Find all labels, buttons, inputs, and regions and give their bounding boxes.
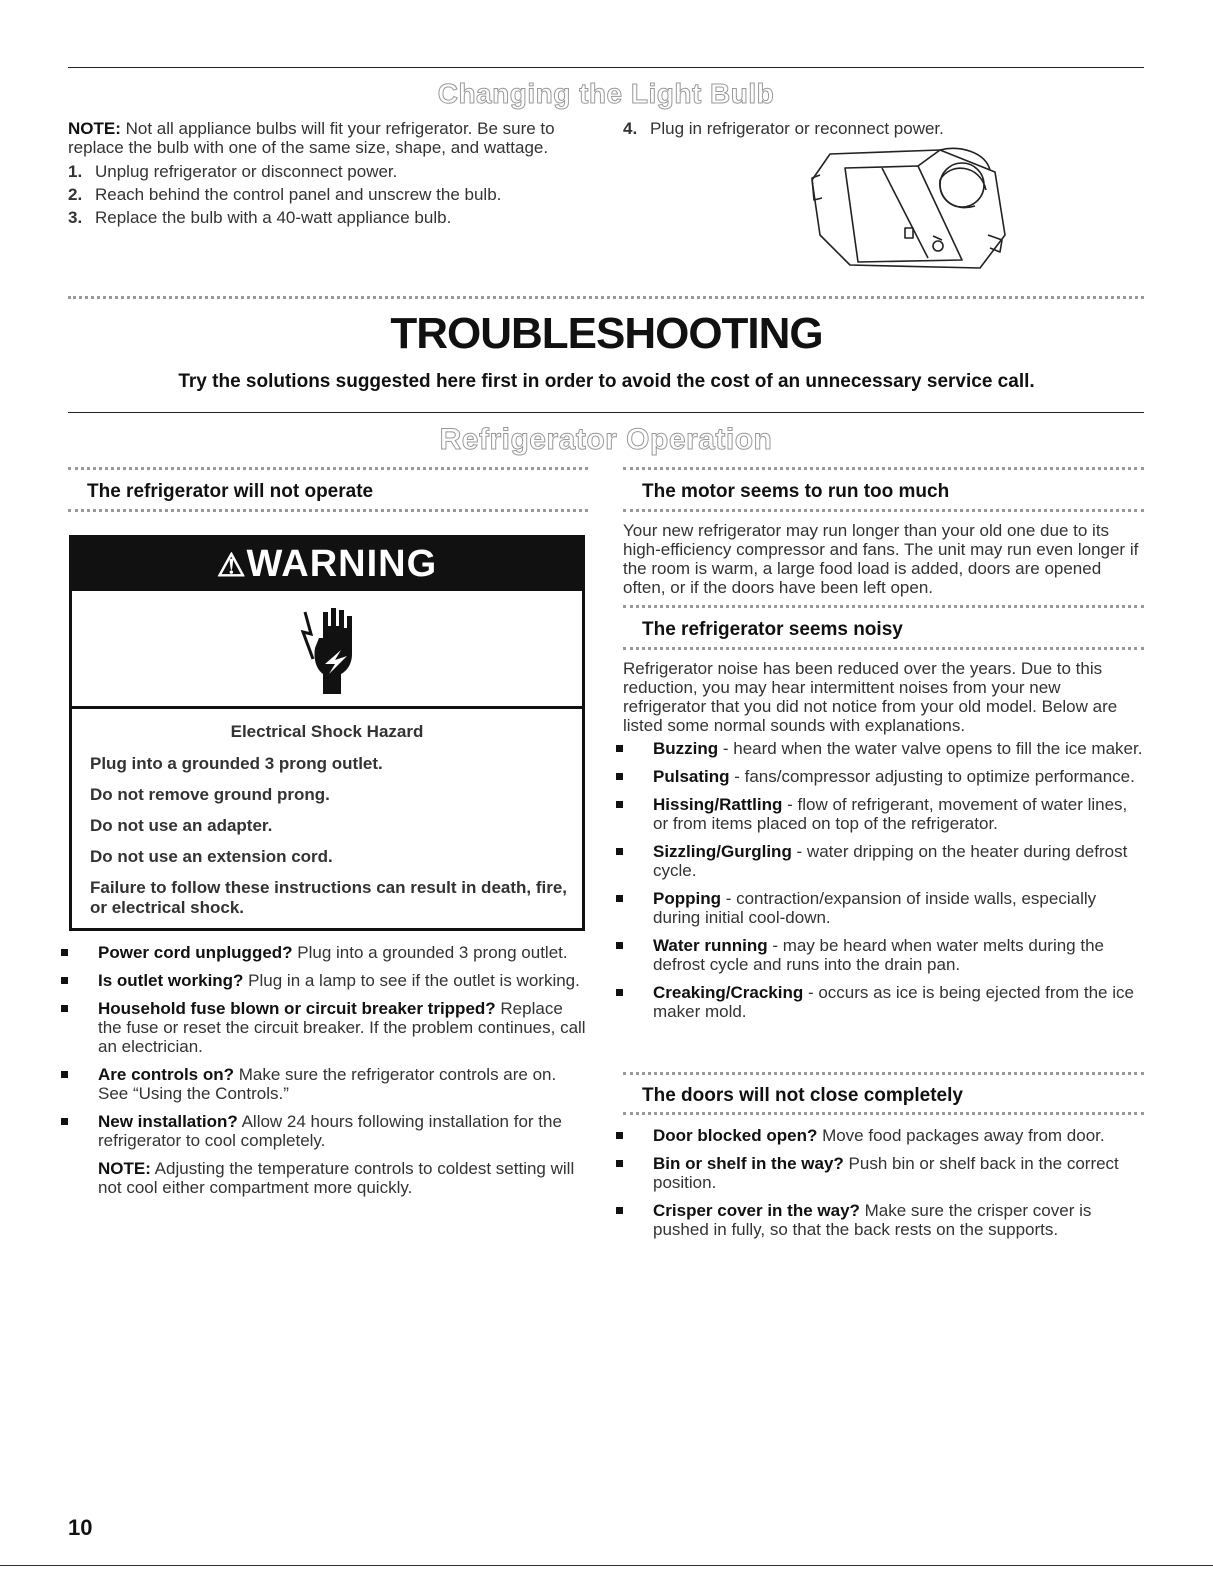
- list-item: Are controls on? Make sure the refrigerator controls are on. See “Using the Controls.”: [60, 1065, 590, 1103]
- bullet-icon: [616, 989, 623, 996]
- heading-divider: [623, 1072, 1144, 1075]
- list-item: Buzzing - heard when the water valve opens to fill the ice maker.: [615, 739, 1145, 758]
- bullet-icon: [616, 1207, 623, 1214]
- not-operate-list: [60, 943, 590, 1197]
- noisy-heading: The refrigerator seems noisy: [642, 619, 903, 640]
- warning-line: Do not remove ground prong.: [90, 785, 330, 804]
- heading-divider: [68, 509, 588, 512]
- bulb-step: 1. Unplug refrigerator or disconnect power.: [68, 162, 398, 181]
- bulb-steps-list: [68, 162, 588, 231]
- bullet-icon: [616, 1160, 623, 1167]
- list-item: Water running - may be heard when water melts during the defrost cycle and runs into the drain pan.: [615, 936, 1145, 974]
- bullet-icon: [616, 801, 623, 808]
- bulb-note-label: NOTE:: [68, 119, 121, 138]
- bulb-note-text: Not all appliance bulbs will fit your refrigerator. Be sure to replace the bulb with one of the same size, shape, and wattage.: [68, 119, 555, 157]
- not-operate-note: NOTE: Adjusting the temperature controls to coldest setting will not cool either compartment more quickly.: [98, 1159, 575, 1197]
- bullet-icon: [61, 977, 68, 984]
- bulb-step: 3. Replace the bulb with a 40-watt appliance bulb.: [68, 208, 452, 227]
- list-item: Bin or shelf in the way? Push bin or shelf back in the correct position.: [615, 1154, 1145, 1192]
- noisy-list: [615, 739, 1145, 1030]
- bullet-icon: [616, 895, 623, 902]
- bullet-icon: [616, 745, 623, 752]
- warning-triangle-icon: ⚠: [216, 547, 247, 583]
- warning-line: Failure to follow these instructions can result in death, fire, or electrical shock.: [90, 878, 568, 917]
- heading-divider: [623, 1112, 1144, 1115]
- list-item: Is outlet working? Plug in a lamp to see if the outlet is working.: [60, 971, 590, 990]
- troubleshooting-title: TROUBLESHOOTING: [390, 309, 823, 358]
- electric-shock-hand-icon: [297, 604, 367, 699]
- warning-header: [72, 538, 582, 591]
- motor-heading: The motor seems to run too much: [642, 481, 950, 502]
- warning-line: Plug into a grounded 3 prong outlet.: [90, 754, 383, 773]
- list-item: Sizzling/Gurgling - water dripping on the heater during defrost cycle.: [615, 842, 1145, 880]
- warning-line: Do not use an adapter.: [90, 816, 273, 835]
- page-number: 10: [68, 1515, 93, 1540]
- bullet-icon: [61, 949, 68, 956]
- warning-hazard: Electrical Shock Hazard: [230, 722, 424, 741]
- warning-label: WARNING: [246, 543, 438, 585]
- warning-instructions: [90, 754, 570, 929]
- bullet-icon: [61, 1005, 68, 1012]
- list-item: Door blocked open? Move food packages away from door.: [615, 1126, 1145, 1145]
- list-item: New installation? Allow 24 hours following installation for the refrigerator to cool completely.: [60, 1112, 590, 1150]
- bullet-icon: [616, 942, 623, 949]
- doors-list: [615, 1126, 1145, 1248]
- motor-text: Your new refrigerator may run longer than your old one due to its high-efficiency compressor and fans. The unit may run even longer if the room is warm, a large food load is added, doors are opened often, or if the doors have been left open.: [623, 521, 1139, 597]
- light-housing-illustration: [790, 140, 1015, 275]
- noisy-text: Refrigerator noise has been reduced over the years. Due to this reduction, you may hear intermittent noises from your new refrigerator that you did not notice from your old model. Below are listed some normal sounds with explanations.: [623, 659, 1118, 735]
- bulb-step: 4. Plug in refrigerator or reconnect power.: [623, 119, 944, 138]
- list-item: Popping - contraction/expansion of inside walls, especially during initial cool-down.: [615, 889, 1145, 927]
- warning-divider: [72, 706, 582, 709]
- operation-section-title: Refrigerator Operation: [439, 423, 773, 456]
- bulb-note: [68, 119, 588, 157]
- list-item: Hissing/Rattling - flow of refrigerant, movement of water lines, or from items placed on top of the refrigerator.: [615, 795, 1145, 833]
- troubleshooting-subtitle: Try the solutions suggested here first in order to avoid the cost of an unnecessary service call.: [178, 371, 1035, 392]
- bottom-rule: [0, 1565, 1213, 1566]
- operation-rule: [68, 412, 1144, 413]
- bullet-icon: [61, 1118, 68, 1125]
- heading-divider: [623, 647, 1144, 650]
- heading-divider: [623, 605, 1144, 608]
- bulb-section-title: Changing the Light Bulb: [437, 78, 775, 109]
- not-operate-heading: The refrigerator will not operate: [87, 481, 374, 502]
- list-item: Pulsating - fans/compressor adjusting to optimize performance.: [615, 767, 1145, 786]
- warning-line: Do not use an extension cord.: [90, 847, 333, 866]
- bullet-icon: [616, 773, 623, 780]
- top-rule: [68, 67, 1144, 68]
- bullet-icon: [616, 848, 623, 855]
- warning-box: [69, 535, 585, 931]
- heading-divider: [623, 509, 1144, 512]
- bullet-icon: [616, 1132, 623, 1139]
- heading-divider: [623, 467, 1144, 470]
- list-item: Creaking/Cracking - occurs as ice is being ejected from the ice maker mold.: [615, 983, 1145, 1021]
- section-divider: [68, 296, 1144, 299]
- bulb-step: 2. Reach behind the control panel and unscrew the bulb.: [68, 185, 502, 204]
- list-item: Household fuse blown or circuit breaker tripped? Replace the fuse or reset the circuit breaker. If the problem continues, call an electrician.: [60, 999, 590, 1056]
- doors-heading: The doors will not close completely: [642, 1085, 963, 1106]
- list-item: Power cord unplugged? Plug into a grounded 3 prong outlet.: [60, 943, 590, 962]
- heading-divider: [68, 467, 588, 470]
- list-item: Crisper cover in the way? Make sure the crisper cover is pushed in fully, so that the back rests on the supports.: [615, 1201, 1145, 1239]
- bullet-icon: [61, 1071, 68, 1078]
